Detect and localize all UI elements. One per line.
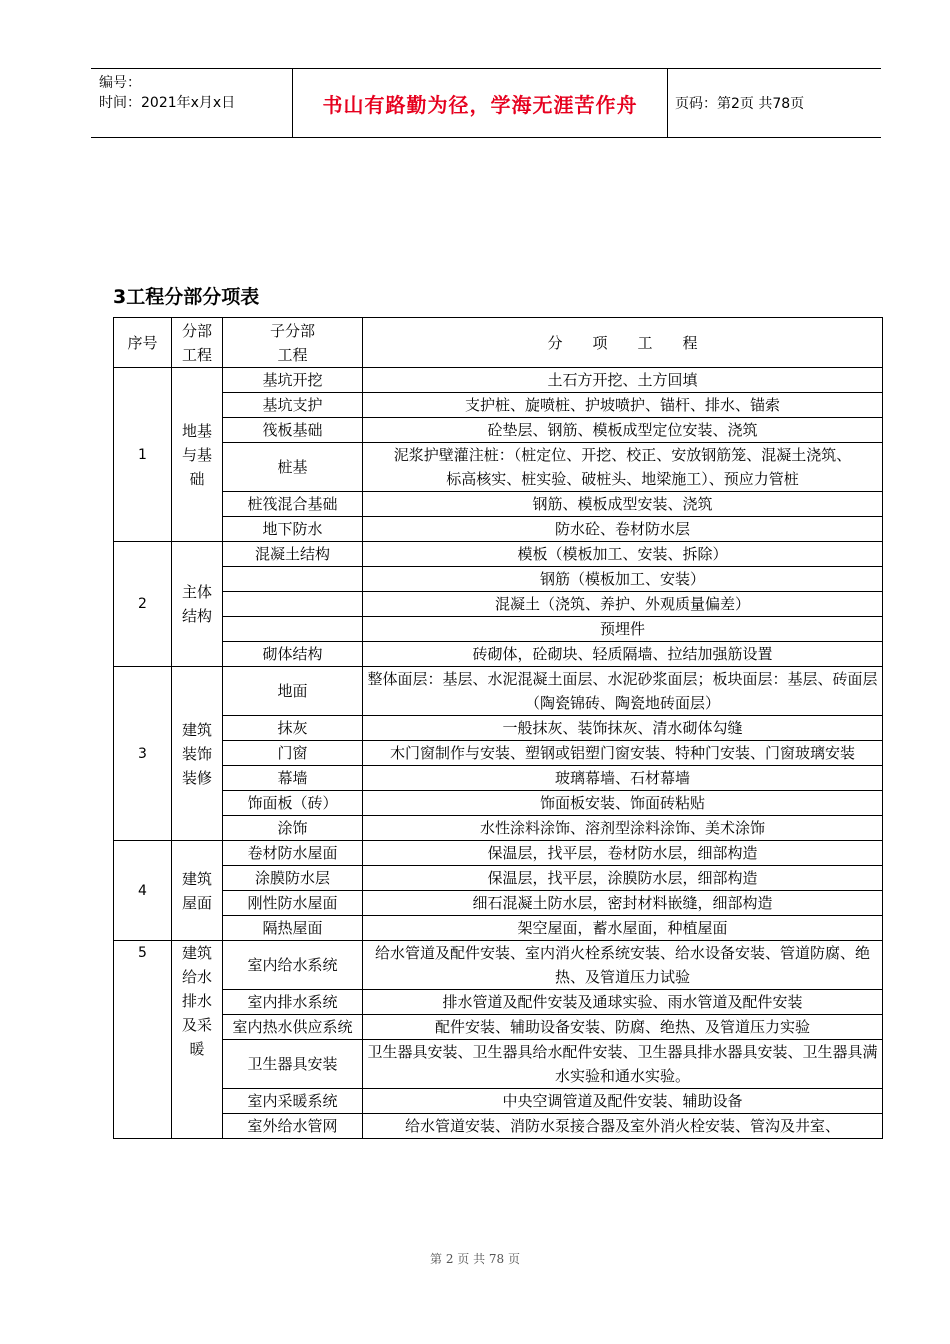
row-number-cell: 3 — [114, 667, 172, 841]
table-row — [114, 891, 883, 916]
subdivision-cell: 地下防水 — [223, 517, 363, 542]
header-cell-items: 分 项 工 程 — [363, 318, 883, 368]
row-number-cell: 2 — [114, 542, 172, 667]
items-cell: 给水管道安装、消防水泵接合器及室外消火栓安装、管沟及井室、 — [363, 1114, 883, 1139]
section-title: 3工程分部分项表 — [113, 286, 260, 308]
division-cell: 建筑 装饰 装修 — [172, 667, 223, 841]
table-row — [114, 741, 883, 766]
items-cell: 预埋件 — [363, 617, 883, 642]
items-cell: 防水砼、卷材防水层 — [363, 517, 883, 542]
subdivision-cell — [223, 592, 363, 617]
subdivision-cell: 基坑支护 — [223, 393, 363, 418]
items-cell: 排水管道及配件安装及通球实验、雨水管道及配件安装 — [363, 990, 883, 1015]
items-cell: 架空屋面，蓄水屋面，种植屋面 — [363, 916, 883, 941]
subdivision-cell — [223, 567, 363, 592]
table-row — [114, 393, 883, 418]
header-meta — [99, 73, 235, 113]
table-row — [114, 443, 883, 492]
division-cell: 建筑 屋面 — [172, 841, 223, 941]
table-row — [114, 667, 883, 716]
subdivision-cell: 室内给水系统 — [223, 941, 363, 990]
page-footer: 第 2 页 共 78 页 — [430, 1252, 520, 1266]
subdivision-cell: 室外给水管网 — [223, 1114, 363, 1139]
code-label: 编号： — [99, 75, 141, 91]
subdivision-cell: 饰面板（砖） — [223, 791, 363, 816]
items-cell: 钢筋、模板成型安装、浇筑 — [363, 492, 883, 517]
subdivision-cell: 卷材防水屋面 — [223, 841, 363, 866]
items-cell: 细石混凝土防水层，密封材料嵌缝，细部构造 — [363, 891, 883, 916]
subdivision-cell: 室内采暖系统 — [223, 1089, 363, 1114]
items-cell: 卫生器具安装、卫生器具给水配件安装、卫生器具排水器具安装、卫生器具满水实验和通水实验。 — [363, 1040, 883, 1089]
subdivision-cell: 桩筏混合基础 — [223, 492, 363, 517]
table-row — [114, 1089, 883, 1114]
items-cell: 饰面板安装、饰面砖粘贴 — [363, 791, 883, 816]
division-cell: 主体 结构 — [172, 542, 223, 667]
table-row — [114, 766, 883, 791]
division-cell: 地基 与基 础 — [172, 368, 223, 542]
header-cell-no: 序号 — [114, 318, 172, 368]
items-cell: 配件安装、辅助设备安装、防腐、绝热、及管道压力实验 — [363, 1015, 883, 1040]
table-row — [114, 990, 883, 1015]
table-row — [114, 816, 883, 841]
subdivision-cell: 抹灰 — [223, 716, 363, 741]
items-cell: 玻璃幕墙、石材幕墙 — [363, 766, 883, 791]
subdivision-cell: 幕墙 — [223, 766, 363, 791]
subdivision-cell: 室内排水系统 — [223, 990, 363, 1015]
subdivision-cell: 地面 — [223, 667, 363, 716]
table-body — [114, 318, 883, 1139]
table-row — [114, 791, 883, 816]
items-cell: 整体面层：基层、水泥混凝土面层、水泥砂浆面层；板块面层：基层、砖面层（陶瓷锦砖、陶瓷地砖面层） — [363, 667, 883, 716]
subdivision-cell: 门窗 — [223, 741, 363, 766]
table-row — [114, 368, 883, 393]
items-cell: 保温层，找平层，涂膜防水层，细部构造 — [363, 866, 883, 891]
table-row — [114, 517, 883, 542]
table-row — [114, 866, 883, 891]
items-cell: 保温层，找平层，卷材防水层，细部构造 — [363, 841, 883, 866]
items-cell: 砼垫层、钢筋、模板成型定位安装、浇筑 — [363, 418, 883, 443]
subdivision-cell: 涂饰 — [223, 816, 363, 841]
subdivision-cell — [223, 617, 363, 642]
subdivision-cell: 筏板基础 — [223, 418, 363, 443]
items-cell: 土石方开挖、土方回填 — [363, 368, 883, 393]
table-row — [114, 941, 883, 990]
subdivision-cell: 桩基 — [223, 443, 363, 492]
table-row — [114, 841, 883, 866]
table-row — [114, 617, 883, 642]
subdivision-cell: 混凝土结构 — [223, 542, 363, 567]
subdivision-cell: 涂膜防水层 — [223, 866, 363, 891]
subdivision-cell: 刚性防水屋面 — [223, 891, 363, 916]
row-number-cell: 1 — [114, 368, 172, 542]
header-cell-part: 分部 工程 — [172, 318, 223, 368]
table-row — [114, 1015, 883, 1040]
table-row — [114, 567, 883, 592]
subdivision-cell: 隔热屋面 — [223, 916, 363, 941]
items-cell: 钢筋（模板加工、安装） — [363, 567, 883, 592]
table-header-row — [114, 318, 883, 368]
header-page-info: 页码：第2页 共78页 — [675, 96, 805, 112]
table-row — [114, 642, 883, 667]
time-label: 时间：2021年x月x日 — [99, 95, 236, 111]
division-table — [113, 317, 883, 1139]
table-row — [114, 916, 883, 941]
header-motto: 书山有路勤为径，学海无涯苦作舟 — [292, 69, 668, 137]
table-row — [114, 492, 883, 517]
row-number-cell: 4 — [114, 841, 172, 941]
table-row — [114, 542, 883, 567]
subdivision-cell: 卫生器具安装 — [223, 1040, 363, 1089]
table-row — [114, 418, 883, 443]
subdivision-cell: 室内热水供应系统 — [223, 1015, 363, 1040]
items-cell: 木门窗制作与安装、塑钢或铝塑门窗安装、特种门安装、门窗玻璃安装 — [363, 741, 883, 766]
table-row — [114, 1114, 883, 1139]
items-cell: 水性涂料涂饰、溶剂型涂料涂饰、美术涂饰 — [363, 816, 883, 841]
division-cell: 建筑 给水 排水 及采 暖 — [172, 941, 223, 1139]
items-cell: 支护桩、旋喷桩、护坡喷护、锚杆、排水、锚索 — [363, 393, 883, 418]
table-row — [114, 716, 883, 741]
items-cell: 泥浆护壁灌注桩：（桩定位、开挖、校正、安放钢筋笼、混凝土浇筑、 标高核实、桩实验、破桩头、地梁施工）、预应力管桩 — [363, 443, 883, 492]
items-cell: 混凝土（浇筑、养护、外观质量偏差） — [363, 592, 883, 617]
subdivision-cell: 基坑开挖 — [223, 368, 363, 393]
row-number-cell: 5 — [114, 941, 172, 1139]
items-cell: 模板（模板加工、安装、拆除） — [363, 542, 883, 567]
items-cell: 给水管道及配件安装、室内消火栓系统安装、给水设备安装、管道防腐、绝热、及管道压力试验 — [363, 941, 883, 990]
items-cell: 中央空调管道及配件安装、辅助设备 — [363, 1089, 883, 1114]
table-row — [114, 1040, 883, 1089]
items-cell: 砖砌体，砼砌块、轻质隔墙、拉结加强筋设置 — [363, 642, 883, 667]
table-row — [114, 592, 883, 617]
subdivision-cell: 砌体结构 — [223, 642, 363, 667]
page-header — [91, 68, 881, 138]
header-cell-sub: 子分部 工程 — [223, 318, 363, 368]
items-cell: 一般抹灰、装饰抹灰、清水砌体勾缝 — [363, 716, 883, 741]
